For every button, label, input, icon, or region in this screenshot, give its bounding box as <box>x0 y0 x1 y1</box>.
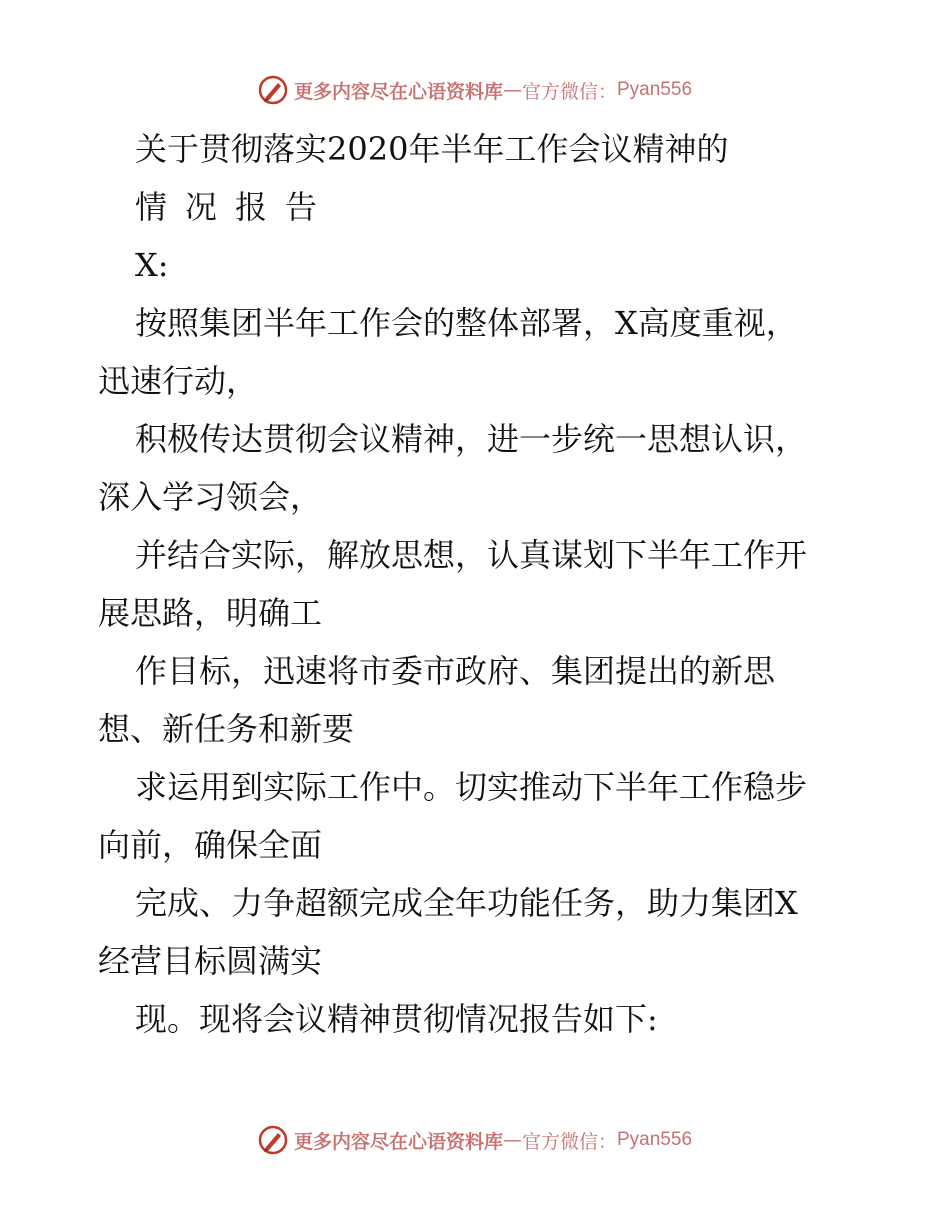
paragraph <box>98 758 858 874</box>
paragraph-line: 深入学习领会， <box>98 478 323 516</box>
watermark-wechat-id: Pyan556 <box>617 1129 693 1150</box>
paragraph-line: 求运用到实际工作中。切实推动下半年工作稳步 <box>135 768 808 806</box>
paragraph <box>98 642 858 758</box>
paragraph-line: 按照集团半年工作会的整体部署，X高度重视， <box>135 304 798 342</box>
paragraph <box>98 874 858 990</box>
document-title-line-1: 关于贯彻落实2020年半年工作会议精神的 <box>135 130 729 168</box>
paragraph-line: 想、新任务和新要 <box>98 710 355 748</box>
pen-logo-icon <box>258 1125 288 1155</box>
document-salutation: X: <box>135 246 169 284</box>
paragraph-line: 向前，确保全面 <box>98 826 323 864</box>
paragraph-line: 积极传达贯彻会议精神，进一步统一思想认识， <box>135 420 808 458</box>
watermark-brand: 更多内容尽在心语资料库 <box>293 80 503 103</box>
paragraph-line: 经营目标圆满实 <box>98 942 323 980</box>
paragraph-line: 迅速行动， <box>98 362 259 400</box>
paragraph-line: 展思路，明确工 <box>98 594 323 632</box>
document-body <box>98 120 858 1048</box>
paragraph-line: 现。现将会议精神贯彻情况报告如下: <box>135 1000 658 1038</box>
watermark-dash: — <box>502 1129 522 1151</box>
watermark-footer <box>0 1120 950 1160</box>
document-title-line-2: 情况报告 <box>135 188 336 226</box>
paragraph <box>98 410 858 526</box>
watermark-label: 官方微信： <box>521 1130 617 1153</box>
paragraph <box>98 526 858 642</box>
watermark-label: 官方微信： <box>521 80 617 103</box>
watermark-header <box>0 70 950 110</box>
paragraph-line: 并结合实际，解放思想，认真谋划下半年工作开 <box>135 536 808 574</box>
watermark-brand: 更多内容尽在心语资料库 <box>293 1130 503 1153</box>
pen-logo-icon <box>258 75 288 105</box>
paragraph-line: 完成、力争超额完成全年功能任务，助力集团X <box>135 884 798 922</box>
watermark-dash: — <box>502 79 522 101</box>
paragraph <box>98 294 858 410</box>
paragraph-line: 作目标，迅速将市委市政府、集团提出的新思 <box>135 652 776 690</box>
paragraph <box>98 990 858 1048</box>
watermark-wechat-id: Pyan556 <box>617 79 693 100</box>
